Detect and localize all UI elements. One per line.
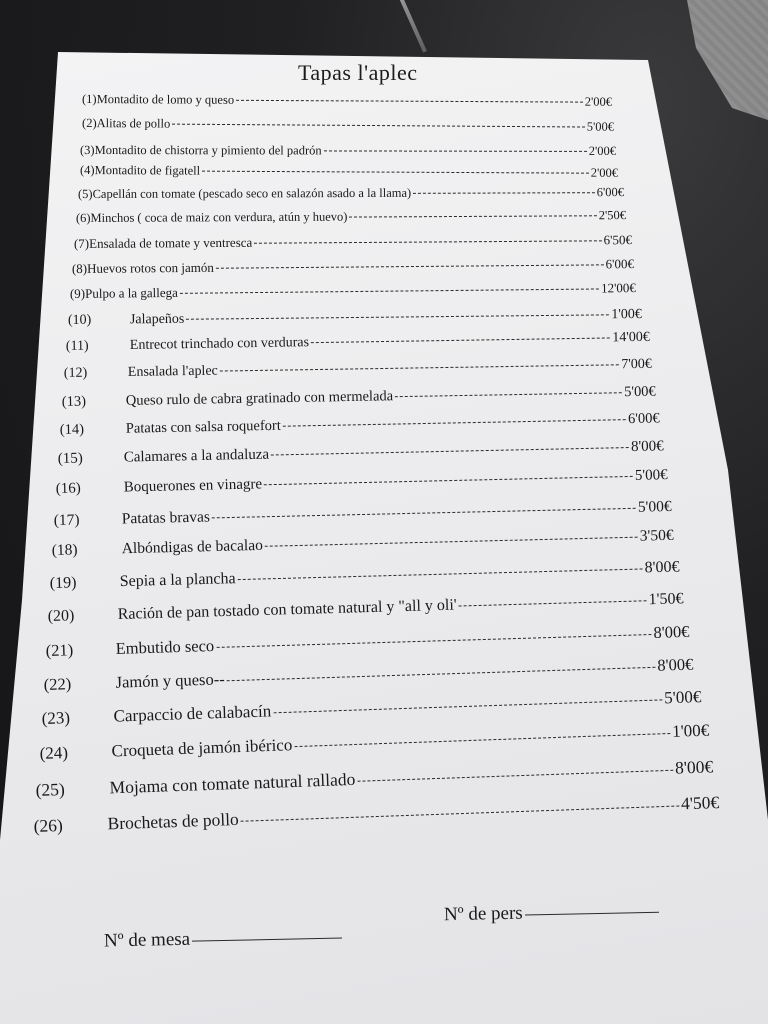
dotted-leader	[311, 337, 610, 343]
menu-item-name: Mojama con tomate natural rallado	[109, 768, 356, 798]
menu-item-price: 1'50€	[648, 590, 684, 609]
pers-label: Nº de pers	[443, 902, 523, 926]
menu-item	[76, 208, 626, 226]
menu-item-number: (14)	[59, 421, 85, 439]
menu-item-number: (16)	[55, 480, 81, 498]
menu-item-price: 6'00€	[596, 185, 624, 200]
menu-item-number: (11)	[65, 338, 89, 355]
dotted-leader	[254, 240, 601, 243]
menu-item-price: 14'00€	[612, 329, 650, 346]
menu-item-name: Sepia a la plancha	[119, 570, 236, 591]
menu-item	[80, 143, 616, 159]
menu-item-number: (18)	[51, 541, 78, 560]
dotted-leader	[459, 600, 647, 606]
menu-item-price: 1'00€	[611, 306, 642, 323]
menu-item-number: (19)	[49, 574, 77, 593]
menu-item-name: Albóndigas de bacalao	[121, 536, 264, 558]
menu-item-number: (17)	[53, 511, 80, 530]
dotted-leader	[180, 288, 599, 293]
menu-item-name: Entrecot trinchado con verduras	[129, 335, 310, 353]
menu-item-number: (25)	[35, 778, 66, 801]
menu-item-name: Ración de pan tostado con tomate natural y "all y oli'	[117, 596, 457, 624]
menu-item-price: 2'00€	[590, 165, 619, 180]
menu-item-name: Alitas de pollo	[96, 116, 171, 131]
menu-item-price: 8'00€	[657, 654, 694, 675]
dotted-leader	[202, 171, 589, 174]
menu-item-name: Brochetas de pollo	[107, 808, 240, 834]
menu-item-price: 7'00€	[621, 356, 652, 373]
menu-item-number: (22)	[43, 674, 72, 695]
menu-item-name: Croqueta de jamón ibérico	[111, 735, 293, 761]
menu-item-name: Montadito de lomo y queso	[96, 92, 235, 107]
menu-item-price: 8'00€	[644, 558, 680, 577]
menu-item-price: 6'50€	[603, 232, 632, 248]
menu-item-number: (1)	[82, 92, 97, 107]
menu-item-price: 8'00€	[653, 621, 690, 642]
menu-item-price: 2'50€	[598, 208, 626, 223]
dotted-leader	[236, 100, 583, 103]
menu-item-price: 4'50€	[680, 792, 720, 814]
dotted-leader	[264, 476, 633, 485]
menu-item-price: 8'00€	[674, 756, 714, 778]
menu-item-name: Patatas bravas	[121, 508, 211, 528]
menu-item-number: (10)	[67, 312, 92, 329]
menu-title: Tapas l'aplec	[298, 60, 418, 85]
menu-item-number: (2)	[82, 116, 97, 131]
dotted-leader	[216, 264, 604, 268]
menu-item-number: (12)	[63, 365, 88, 382]
menu-item-name: Queso rulo de cabra gratinado con mermelada	[125, 388, 394, 409]
dotted-leader	[238, 568, 643, 580]
menu-item-name: Jamón y queso--	[115, 669, 225, 692]
menu-item-number: (24)	[39, 743, 69, 764]
menu-item-number: (6)	[75, 210, 91, 226]
menu-item-number: (23)	[41, 708, 71, 729]
menu-item-price: 5'00€	[663, 687, 702, 708]
menu-item-name: Jalapeños	[129, 311, 185, 328]
menu-item-name: Carpaccio de calabacín	[113, 701, 272, 726]
dotted-leader	[220, 364, 619, 371]
menu-item	[80, 163, 618, 181]
menu-item-price: 12'00€	[600, 280, 636, 296]
menu-item-price: 6'00€	[605, 256, 634, 272]
menu-item-number: (26)	[33, 814, 64, 837]
menu-item-number: (5)	[77, 186, 93, 201]
dotted-leader	[357, 770, 673, 782]
menu-item-number: (3)	[80, 143, 95, 158]
menu-item-price: 2'00€	[584, 94, 613, 109]
menu-item-name: Ensalada l'aplec	[127, 363, 218, 380]
menu-item-number: (8)	[71, 260, 88, 277]
dotted-leader	[212, 508, 636, 519]
menu-item-price: 5'00€	[586, 119, 615, 134]
dotted-leader	[172, 124, 585, 128]
menu-item-price: 5'00€	[623, 383, 656, 401]
pers-field	[444, 900, 659, 926]
menu-item-name: Huevos rotos con jamón	[87, 259, 214, 276]
menu-item-name: Capellán con tomate (pescado seco en salazón asado a la llama)	[92, 185, 412, 201]
menu-item-price: 1'00€	[671, 720, 710, 741]
menu-item	[78, 185, 624, 202]
dotted-leader	[413, 192, 595, 194]
dotted-leader	[186, 314, 609, 319]
menu-item-price: 5'00€	[634, 467, 668, 484]
menu-item-number: (9)	[69, 285, 86, 302]
menu-item-number: (21)	[45, 640, 74, 661]
menu-item-name: Ensalada de tomate y ventresca	[89, 234, 253, 251]
dotted-leader	[324, 150, 587, 151]
dotted-leader	[271, 447, 629, 455]
dotted-leader	[265, 537, 638, 547]
menu-item-name: Boquerones en vinagre	[123, 476, 263, 496]
dotted-leader	[283, 419, 626, 427]
menu-item-price: 8'00€	[630, 438, 664, 455]
menu-item-name: Montadito de figatell	[94, 163, 201, 178]
menu-item-name: Pulpo a la gallega	[85, 284, 178, 301]
mesa-blank-line	[192, 937, 342, 942]
menu-item-name: Montadito de chistorra y pimiento del padrón	[94, 143, 322, 158]
dotted-leader	[395, 392, 622, 397]
menu-item-name: Calamares a la andaluza	[123, 446, 270, 466]
menu-item-price: 6'00€	[627, 410, 660, 428]
menu-item-name: Embutido seco	[115, 636, 215, 658]
menu-item-number: (15)	[57, 450, 83, 468]
mesa-label: Nº de mesa	[103, 928, 191, 952]
menu-item	[82, 92, 612, 110]
menu-item-name: Minchos ( coca de maiz con verdura, atún y huevo)	[90, 209, 348, 225]
menu-item-price: 2'00€	[588, 143, 617, 158]
menu-item-number: (7)	[73, 235, 90, 252]
menu-item-number: (20)	[47, 607, 75, 626]
menu-item-price: 3'50€	[639, 526, 674, 545]
dotted-leader	[349, 215, 596, 217]
pers-blank-line	[525, 911, 659, 916]
menu-item-price: 5'00€	[637, 497, 672, 516]
menu-item-number: (4)	[80, 163, 95, 178]
menu-item-name: Patatas con salsa roquefort	[125, 417, 281, 437]
menu-item-number: (13)	[61, 393, 87, 411]
